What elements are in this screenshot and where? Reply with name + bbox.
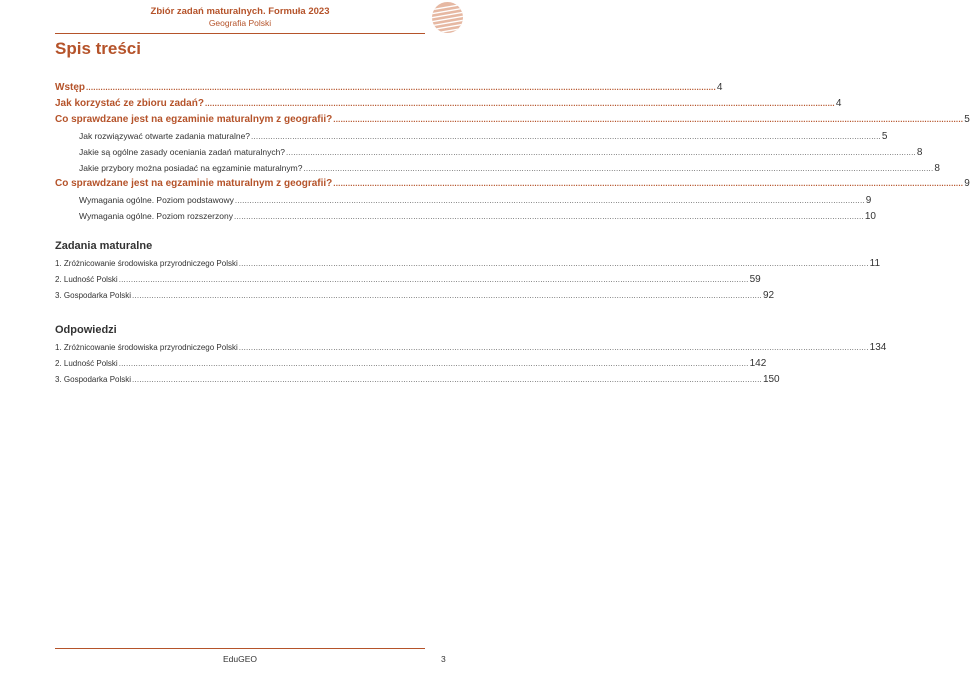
toc-entry-page: 5 [964, 114, 970, 125]
section-title-answers: Odpowiedzi [55, 324, 117, 336]
toc-entry-label: Wstęp [55, 82, 85, 93]
toc-dot-leader: .................................................................................................................................................................................................................................................................... [303, 164, 934, 173]
toc-dot-leader: .................................................................................................................................................................................................................................................................... [238, 259, 869, 268]
toc-dot-leader: .................................................................................................................................................................................................................................................................... [118, 359, 749, 368]
toc-entry[interactable] [55, 192, 872, 208]
toc-entry-label: 3. Gospodarka Polski [55, 291, 132, 300]
toc-entry-label: Jakie są ogólne zasady oceniania zadań maturalnych? [79, 147, 286, 157]
toc-entry-page: 142 [749, 358, 767, 369]
book-subtitle: Geografia Polski [208, 18, 272, 28]
toc-entry[interactable] [55, 80, 723, 96]
toc-entry-label: Jak rozwiązywać otwarte zadania maturalne? [79, 131, 251, 141]
footer-brand: EduGEO [222, 654, 258, 664]
toc-entry[interactable] [55, 272, 761, 288]
toc-entry-page: 134 [869, 342, 887, 353]
toc-entry[interactable] [55, 372, 780, 388]
toc-entry-page: 8 [916, 147, 923, 158]
toc-entry-label: Wymagania ogólne. Poziom podstawowy [79, 195, 234, 205]
striped-circle-logo-icon [432, 2, 463, 33]
toc-entry-page: 10 [864, 211, 876, 222]
toc-dot-leader: .................................................................................................................................................................................................................................................................... [333, 115, 964, 124]
toc-entry[interactable] [55, 112, 970, 128]
toc-entry-label: 1. Zróżnicowanie środowiska przyrodniczego Polski [55, 343, 238, 352]
toc-entry-label: 2. Ludność Polski [55, 275, 118, 284]
toc-entry[interactable] [55, 340, 887, 356]
toc-entry-page: 150 [762, 374, 780, 385]
toc-main-list [55, 80, 970, 224]
toc-entry-page: 8 [934, 163, 940, 174]
section-title-tasks: Zadania maturalne [55, 240, 153, 252]
toc-entry[interactable] [55, 160, 940, 176]
toc-dot-leader: .................................................................................................................................................................................................................................................................... [233, 212, 864, 221]
toc-entry-label: 1. Zróżnicowanie środowiska przyrodniczego Polski [55, 259, 238, 268]
toc-dot-leader: .................................................................................................................................................................................................................................................................... [238, 343, 869, 352]
toc-entry-page: 11 [869, 258, 881, 269]
toc-entry-label: 3. Gospodarka Polski [55, 375, 132, 384]
toc-entry[interactable] [55, 356, 767, 372]
toc-entry-page: 9 [964, 178, 970, 189]
toc-entry-page: 59 [749, 274, 761, 285]
table-of-contents [55, 80, 970, 388]
toc-dot-leader: .................................................................................................................................................................................................................................................................... [118, 275, 749, 284]
toc-dot-leader: .................................................................................................................................................................................................................................................................... [204, 99, 835, 108]
page-title: Spis treści [55, 39, 141, 58]
toc-dot-leader: .................................................................................................................................................................................................................................................................... [132, 291, 762, 300]
toc-entry-page: 4 [835, 98, 842, 109]
header-divider [55, 33, 425, 34]
toc-entry-label: Co sprawdzane jest na egzaminie maturalnym z geografii? [55, 178, 333, 189]
toc-entry[interactable] [55, 144, 923, 160]
toc-entry-page: 92 [762, 290, 775, 301]
toc-entry-label: Jakie przybory można posiadać na egzaminie maturalnym? [79, 163, 303, 173]
toc-entry[interactable] [55, 176, 970, 192]
toc-dot-leader: .................................................................................................................................................................................................................................................................... [286, 148, 916, 157]
toc-answers-list [55, 340, 887, 388]
footer-page-number: 3 [441, 654, 446, 664]
toc-tasks-list [55, 256, 881, 304]
toc-entry-page: 5 [881, 131, 888, 142]
toc-dot-leader: .................................................................................................................................................................................................................................................................... [234, 196, 865, 205]
toc-entry-label: Jak korzystać ze zbioru zadań? [55, 98, 204, 109]
toc-entry-label: Wymagania ogólne. Poziom rozszerzony [79, 211, 233, 221]
toc-entry[interactable] [55, 208, 876, 224]
toc-dot-leader: .................................................................................................................................................................................................................................................................... [86, 83, 716, 92]
toc-entry-label: 2. Ludność Polski [55, 359, 118, 368]
footer-divider [55, 648, 425, 649]
toc-entry[interactable] [55, 128, 888, 144]
toc-dot-leader: .................................................................................................................................................................................................................................................................... [333, 179, 964, 188]
toc-dot-leader: .................................................................................................................................................................................................................................................................... [132, 375, 762, 384]
toc-entry-label: Co sprawdzane jest na egzaminie maturalnym z geografii? [55, 114, 333, 125]
book-title: Zbiór zadań maturalnych. Formuła 2023 [150, 6, 330, 17]
toc-entry-page: 4 [716, 82, 723, 93]
toc-entry-page: 9 [865, 195, 872, 206]
toc-entry[interactable] [55, 256, 881, 272]
toc-dot-leader: .................................................................................................................................................................................................................................................................... [251, 132, 881, 141]
page-header [0, 6, 480, 29]
toc-entry[interactable] [55, 96, 842, 112]
toc-entry[interactable] [55, 288, 775, 304]
